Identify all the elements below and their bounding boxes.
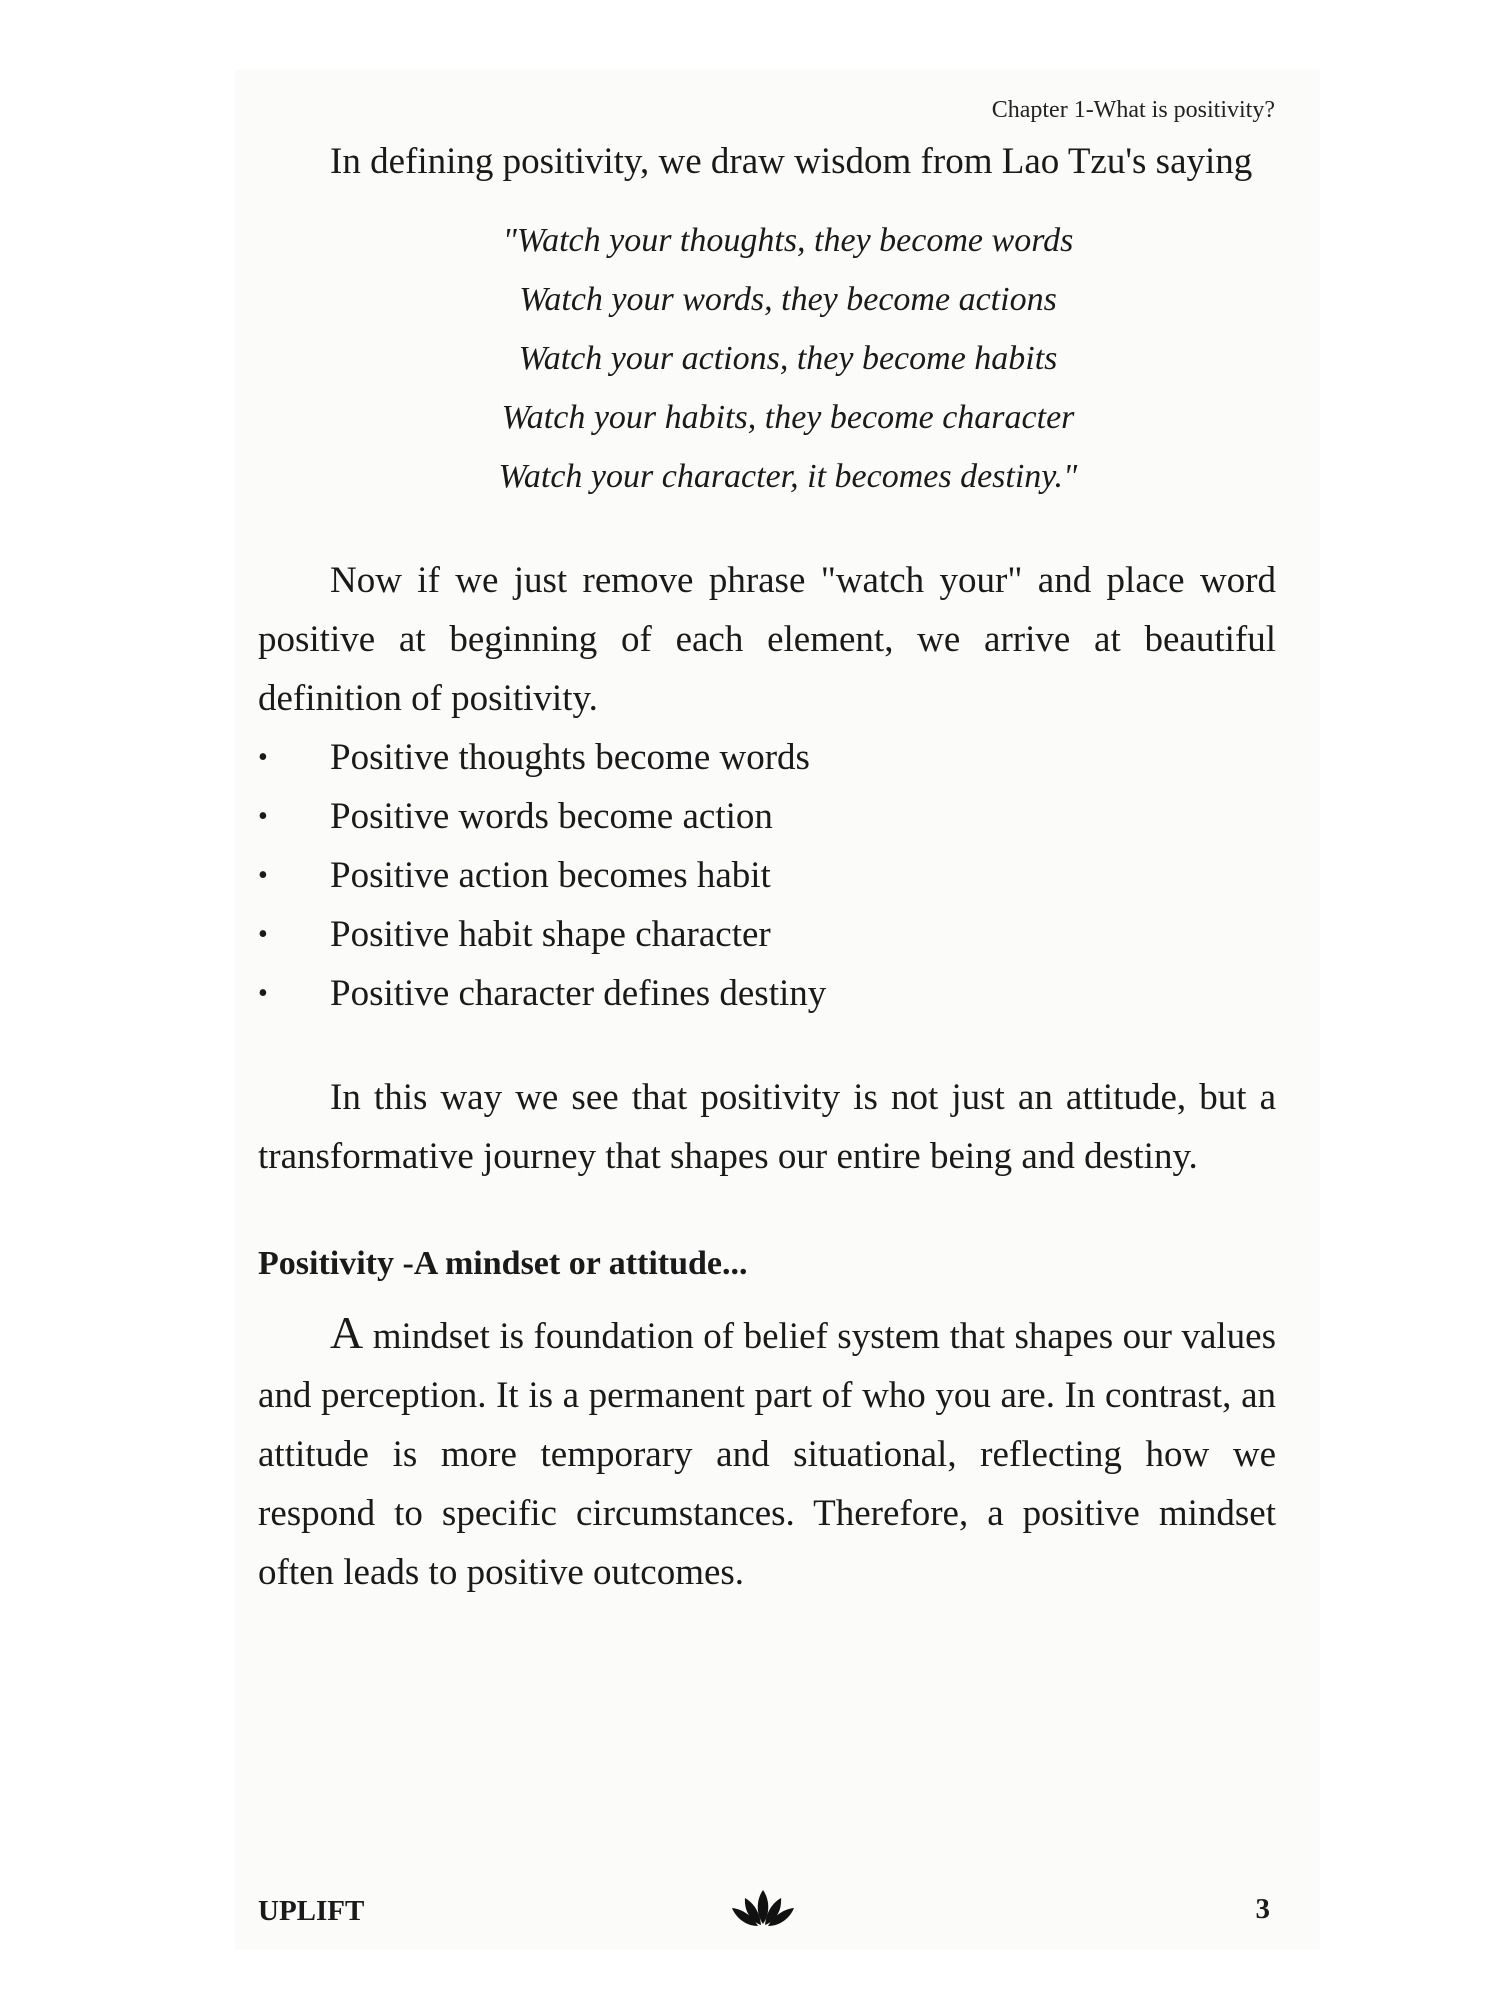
list-item-text: Positive words become action [330,796,773,837]
quote-line: Watch your habits, they become character [501,399,1075,436]
lao-tzu-quote [258,211,1276,506]
page-number: 3 [1255,1893,1270,1925]
drop-cap: A [330,1307,364,1358]
mindset-paragraph [258,1303,1276,1602]
list-item [258,787,1276,846]
text-block [258,132,1276,1602]
conclusion-paragraph: In this way we see that positivity is not just an attitude, but a transformative journey that shapes our entire being and destiny. [258,1077,1276,1177]
quote-line: "Watch your thoughts, they become words [502,222,1074,259]
list-item [258,728,1276,787]
list-item [258,964,1276,1023]
bullet-icon: • [258,801,268,832]
definition-paragraph: Now if we just remove phrase "watch your" and place word positive at beginning of each element, we arrive at beautiful definition of positivity. [258,560,1276,719]
mindset-paragraph-text: mindset is foundation of belief system that shapes our values and perception. It is a permanent part of who you are. In contrast, an attitude is more temporary and situational, reflecting how we respond to specific circumstances. Therefore, a positive mindset often leads to positive outcomes. [258,1316,1276,1593]
bullet-icon: • [258,978,268,1009]
list-item-text: Positive thoughts become words [330,737,810,778]
bullet-icon: • [258,860,268,891]
list-item-text: Positive action becomes habit [330,855,771,896]
bullet-icon: • [258,919,268,950]
list-item-text: Positive character defines destiny [330,973,827,1014]
intro-paragraph: In defining positivity, we draw wisdom from Lao Tzu's saying [330,141,1253,182]
list-item [258,846,1276,905]
bullet-icon: • [258,742,268,773]
section-heading: Positivity -A mindset or attitude... [258,1245,748,1282]
lotus-icon [728,1888,798,1928]
quote-line: Watch your actions, they become habits [518,340,1058,377]
list-item-text: Positive habit shape character [330,914,771,955]
quote-line: Watch your character, it becomes destiny." [498,458,1078,495]
positivity-list [258,728,1276,1023]
running-head: Chapter 1-What is positivity? [991,97,1275,123]
list-item [258,905,1276,964]
book-title: UPLIFT [258,1895,365,1927]
quote-line: Watch your words, they become actions [519,281,1057,318]
